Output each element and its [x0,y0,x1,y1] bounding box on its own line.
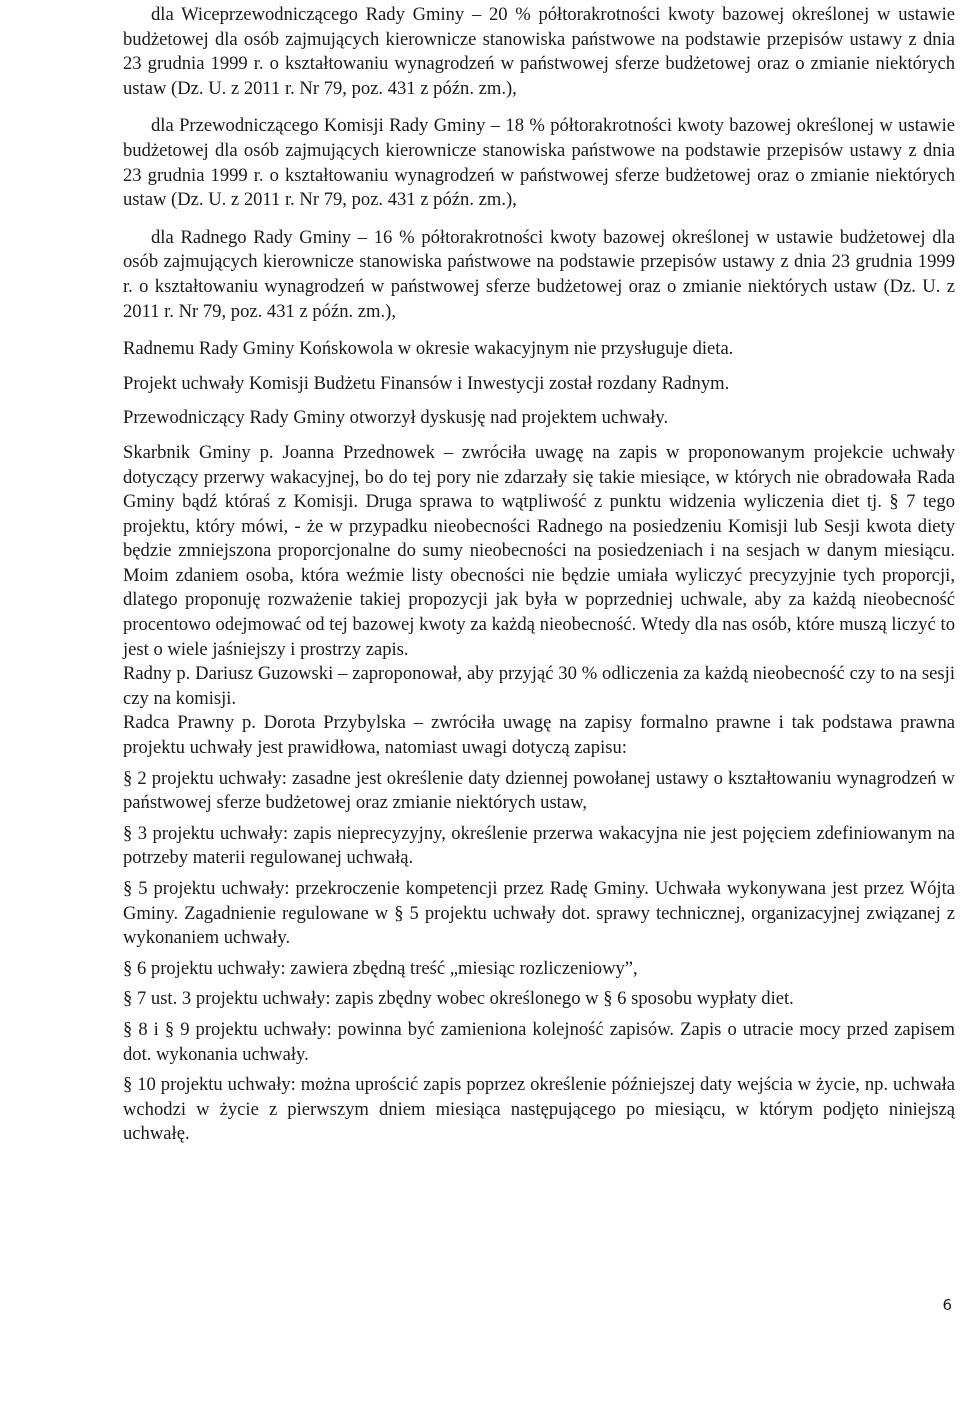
paragraph-par-10: § 10 projektu uchwały: można uprościć zapis poprzez określenie późniejszej daty wejścia w życie, np. uchwała wchodzi w życie z pierwszym dniem miesiąca następującego po miesiącu, w którym podjęto niniejszą uchwałę. [123,1074,955,1145]
paragraph-wiceprzewodniczacy: dla Wiceprzewodniczącego Rady Gminy – 20 % półtorakrotności kwoty bazowej określonej w ustawie budżetowej dla osób zajmujących kierownicze stanowiska państwowe na podstawie przepisów ustawy z dnia 23 grudnia 1999 r. o kształtowaniu wynagrodzeń w państwowej sferze budżetowej oraz o zmianie niektórych ustaw (Dz. U. z 2011 r. Nr 79, poz. 431 z późn. zm.), [123,4,955,99]
page-number: 6 [942,1296,952,1314]
document-body [123,3,955,1147]
paragraph-par-5: § 5 projektu uchwały: przekroczenie kompetencji przez Radę Gminy. Uchwała wykonywana jest przez Wójta Gminy. Zagadnienie regulowane w § 5 projektu uchwały dot. sprawy technicznej, organizacyjnej związanej z wykonaniem uchwały. [123,878,955,949]
paragraph-par-6: § 6 projektu uchwały: zawiera zbędną treść „miesiąc rozliczeniowy”, [123,957,638,979]
paragraph-projekt-rozdany: Projekt uchwały Komisji Budżetu Finansów i Inwestycji został rozdany Radnym. [123,372,730,394]
paragraph-radca-prawny: Radca Prawny p. Dorota Przybylska – zwróciła uwagę na zapisy formalno prawne i tak podstawa prawna projektu uchwały jest prawidłowa, natomiast uwagi dotyczą zapisu: [123,712,955,759]
paragraph-par-3: § 3 projektu uchwały: zapis nieprecyzyjny, określenie przerwa wakacyjna nie jest pojęciem zdefiniowanym na potrzeby materii regulowanej uchwałą. [123,822,955,869]
paragraph-przewodniczacy-komisji: dla Przewodniczącego Komisji Rady Gminy – 18 % półtorakrotności kwoty bazowej określonej w ustawie budżetowej dla osób zajmujących kierownicze stanowiska państwowe na podstawie przepisów ustawy z dnia 23 grudnia 1999 r. o kształtowaniu wynagrodzeń w państwowej sferze budżetowej oraz o zmianie niektórych ustaw (Dz. U. z 2011 r. Nr 79, poz. 431 z późn. zm.), [123,115,955,211]
paragraph-par-8-9: § 8 i § 9 projektu uchwały: powinna być zamieniona kolejność zapisów. Zapis o utracie mocy przed zapisem dot. wykonania uchwały. [123,1018,955,1065]
paragraph-dyskusja: Przewodniczący Rady Gminy otworzył dyskusję nad projektem uchwały. [123,407,669,429]
paragraph-par-7: § 7 ust. 3 projektu uchwały: zapis zbędny wobec określonego w § 6 sposobu wypłaty diet. [123,988,794,1010]
paragraph-radny: dla Radnego Rady Gminy – 16 % półtorakrotności kwoty bazowej określonej w ustawie budżetowej dla osób zajmujących kierownicze stanowiska państwowe na podstawie przepisów ustawy z dnia 23 grudnia 1999 r. o kształtowaniu wynagrodzeń w państwowej sferze budżetowej oraz o zmianie niektórych ustaw (Dz. U. z 2011 r. Nr 79, poz. 431 z późn. zm.), [123,226,955,322]
paragraph-okres-wakacyjny: Radnemu Rady Gminy Końskowola w okresie wakacyjnym nie przysługuje dieta. [123,338,734,360]
paragraph-skarbnik: Skarbnik Gminy p. Joanna Przednowek – zwróciła uwagę na zapis w proponowanym projekcie uchwały dotyczący przerwy wakacyjnej, bo do tej pory nie zdarzały się takie miesiące, w których nie obradowała Rada Gminy bądź któraś z Komisji. Druga sprawa to wątpliwość z punktu widzenia wyliczenia diet tj. § 7 tego projektu, który mówi, - że w przypadku nieobecności Radnego na posiedzeniu Komisji lub Sesji kwota diety będzie zmniejszona proporcjonalne do sumy nieobecności na posiedzeniach i na sesjach w danym miesiącu. Moim zdaniem osoba, która weźmie listy obecności nie będzie umiała wyliczyć precyzyjnie tych proporcji, dlatego proponuję rozważenie takiej propozycji jak była w poprzedniej uchwale, aby za każdą nieobecność procentowo odejmować od tej bazowej kwoty za każdą nieobecność. Wtedy dla nas osób, które muszą liczyć to jest o wiele jaśniejszy i prostrzy zapis. [123,441,955,660]
paragraph-par-2: § 2 projektu uchwały: zasadne jest określenie daty dziennej powołanej ustawy o kształtowaniu wynagrodzeń w państwowej sferze budżetowej oraz zmianie niektórych ustaw, [123,767,955,814]
paragraph-radny-guzowski: Radny p. Dariusz Guzowski – zaproponował, aby przyjąć 30 % odliczenia za każdą nieobecność czy to na sesji czy na komisji. [123,663,955,709]
